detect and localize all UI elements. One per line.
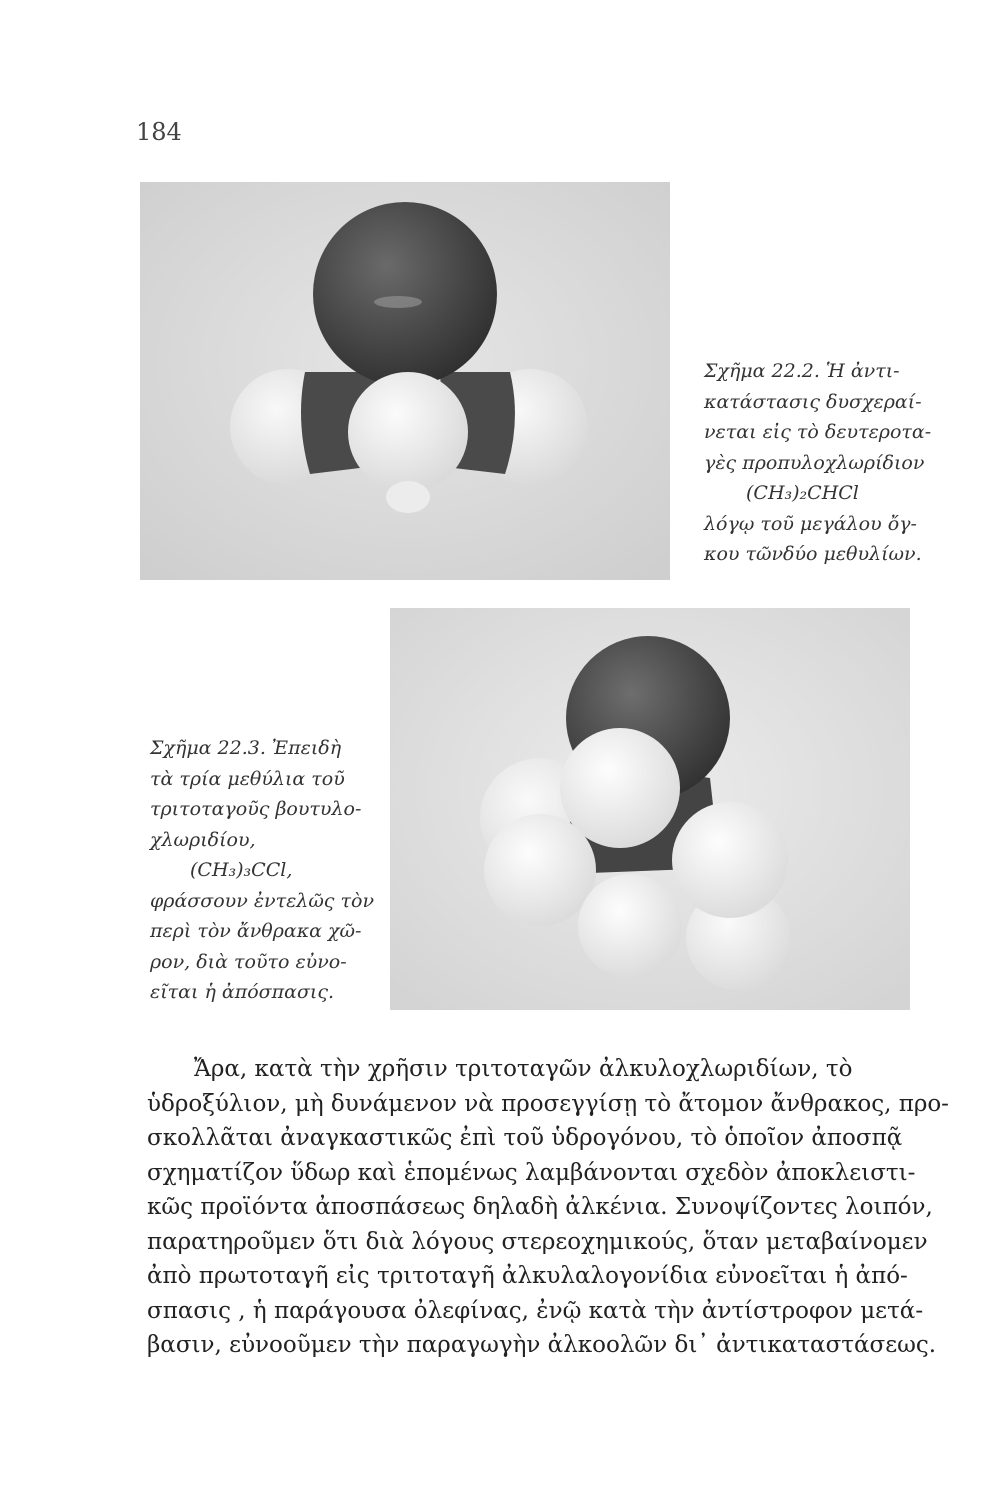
body-line: σπασις , ἡ παράγουσα ὀλεφίνας, ἐνῷ κατὰ τὴν ἀντίστροφον μετά- xyxy=(147,1297,924,1324)
caption-line: περὶ τὸν ἄνθρακα χῶ- xyxy=(150,920,362,942)
caption-line: τὰ τρία μεθύλια τοῦ xyxy=(150,767,345,790)
caption-line: τριτοταγοῦς βουτυλο- xyxy=(150,798,362,820)
caption-line: φράσσουν ἐντελῶς τὸν xyxy=(150,889,374,912)
caption-line: νεται εἰς τὸ δευτεροτα- xyxy=(704,421,932,443)
body-line: ὑδροξύλιον, μὴ δυνάμενον νὰ προσεγγίσῃ τὸ ἄτομον ἄνθρακος, προ- xyxy=(147,1090,949,1117)
body-line: σχηματίζον ὕδωρ καὶ ἑπομένως λαμβάνονται σχεδὸν ἀποκλειστι- xyxy=(147,1159,916,1186)
molecular-model-photo-propyl-chloride xyxy=(140,182,670,580)
body-line: Ἄρα, κατὰ τὴν χρῆσιν τριτοταγῶν ἀλκυλοχλωριδίων, τὸ xyxy=(194,1056,853,1082)
molecular-model-image xyxy=(140,182,670,580)
caption-line: Σχῆμα 22.3. Ἐπειδὴ xyxy=(150,737,342,759)
caption-formula: (CH₃)₂CHCl xyxy=(746,482,859,504)
caption-line: λόγῳ τοῦ μεγάλου ὄγ- xyxy=(704,512,917,535)
body-line: σκολλᾶται ἀναγκαστικῶς ἐπὶ τοῦ ὑδρογόνου, τὸ ὁποῖον ἀποσπᾷ xyxy=(147,1125,903,1151)
caption-line: κατάστασις δυσχεραί- xyxy=(704,390,922,413)
caption-line: ρον, διὰ τοῦτο εὐνο- xyxy=(150,950,347,973)
page-number: 184 xyxy=(136,118,182,146)
caption-line: Σχῆμα 22.2. Ἡ ἀντι- xyxy=(704,360,900,382)
body-line: ἀπὸ πρωτοταγῆ εἰς τριτοταγῆ ἀλκυλαλογονίδια εὐνοεῖται ἡ ἀπό- xyxy=(147,1263,908,1289)
molecular-model-photo-butyl-chloride xyxy=(390,608,910,1010)
figure-22-3-caption xyxy=(150,733,380,1008)
molecular-model-image xyxy=(390,608,910,1010)
caption-line: κου τῶνδύο μεθυλίων. xyxy=(704,543,922,565)
body-line: κῶς προϊόντα ἀποσπάσεως δηλαδὴ ἀλκένια. Συνοψίζοντες λοιπόν, xyxy=(147,1194,933,1220)
caption-line: χλωριδίου, xyxy=(150,828,256,851)
caption-line: εῖται ἡ ἀπόσπασις. xyxy=(150,981,335,1003)
body-line: βασιν, εὐνοοῦμεν τὴν παραγωγὴν ἀλκοολῶν δι᾿ ἀντικαταστάσεως. xyxy=(147,1332,937,1358)
caption-formula: (CH₃)₃CCl, xyxy=(190,859,293,881)
body-paragraph xyxy=(147,1052,949,1363)
figure-22-2-caption xyxy=(704,356,944,570)
caption-line: γὲς προπυλοχλωρίδιον xyxy=(704,451,925,474)
body-line: παρατηροῦμεν ὅτι διὰ λόγους στερεοχημικούς, ὅταν μεταβαίνομεν xyxy=(147,1228,928,1255)
